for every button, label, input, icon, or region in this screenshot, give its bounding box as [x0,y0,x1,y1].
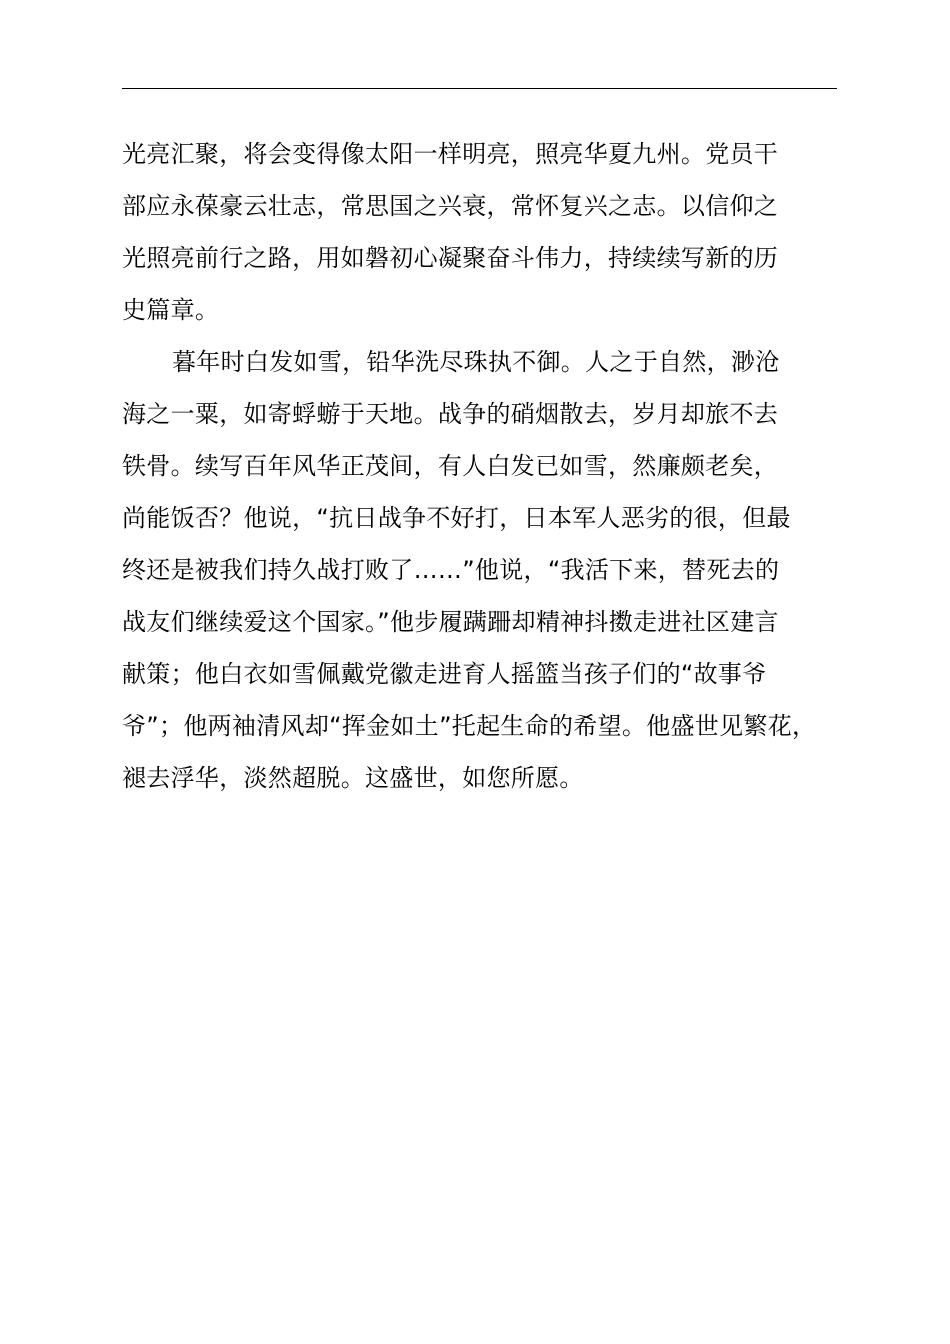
text-line: 铁骨。续写百年风华正茂间，有人白发已如雪，然廉颇老矣， [122,452,779,480]
text-line: 光亮汇聚，将会变得像太阳一样明亮，照亮华夏九州。党员干 [122,140,779,168]
body-text [122,128,862,804]
text-line: 战友们继续爱这个国家。”他步履蹒跚却精神抖擞走进社区建言 [122,608,779,636]
text-line: 尚能饭否？他说，“抗日战争不好打，日本军人恶劣的很，但最 [122,504,791,532]
text-line: 爷”；他两袖清风却“挥金如土”托起生命的希望。他盛世见繁花， [122,712,817,740]
text-line: 海之一粟，如寄蜉蝣于天地。战争的硝烟散去，岁月却旅不去 [122,400,779,428]
paragraph-first-line: 暮年时白发如雪，铅华洗尽珠执不御。人之于自然，渺沧 [172,348,780,376]
text-line: 献策；他白衣如雪佩戴党徽走进育人摇篮当孩子们的“故事爷 [122,660,767,688]
text-line: 部应永葆豪云壮志，常思国之兴衰，常怀复兴之志。以信仰之 [122,192,779,220]
header-rule [122,88,837,89]
text-line: 光照亮前行之路，用如磐初心凝聚奋斗伟力，持续续写新的历 [122,244,779,272]
text-line: 褪去浮华，淡然超脱。这盛世，如您所愿。 [122,764,584,792]
text-line: 史篇章。 [122,296,220,324]
text-line: 终还是被我们持久战打败了……”他说，“我活下来，替死去的 [122,556,780,584]
